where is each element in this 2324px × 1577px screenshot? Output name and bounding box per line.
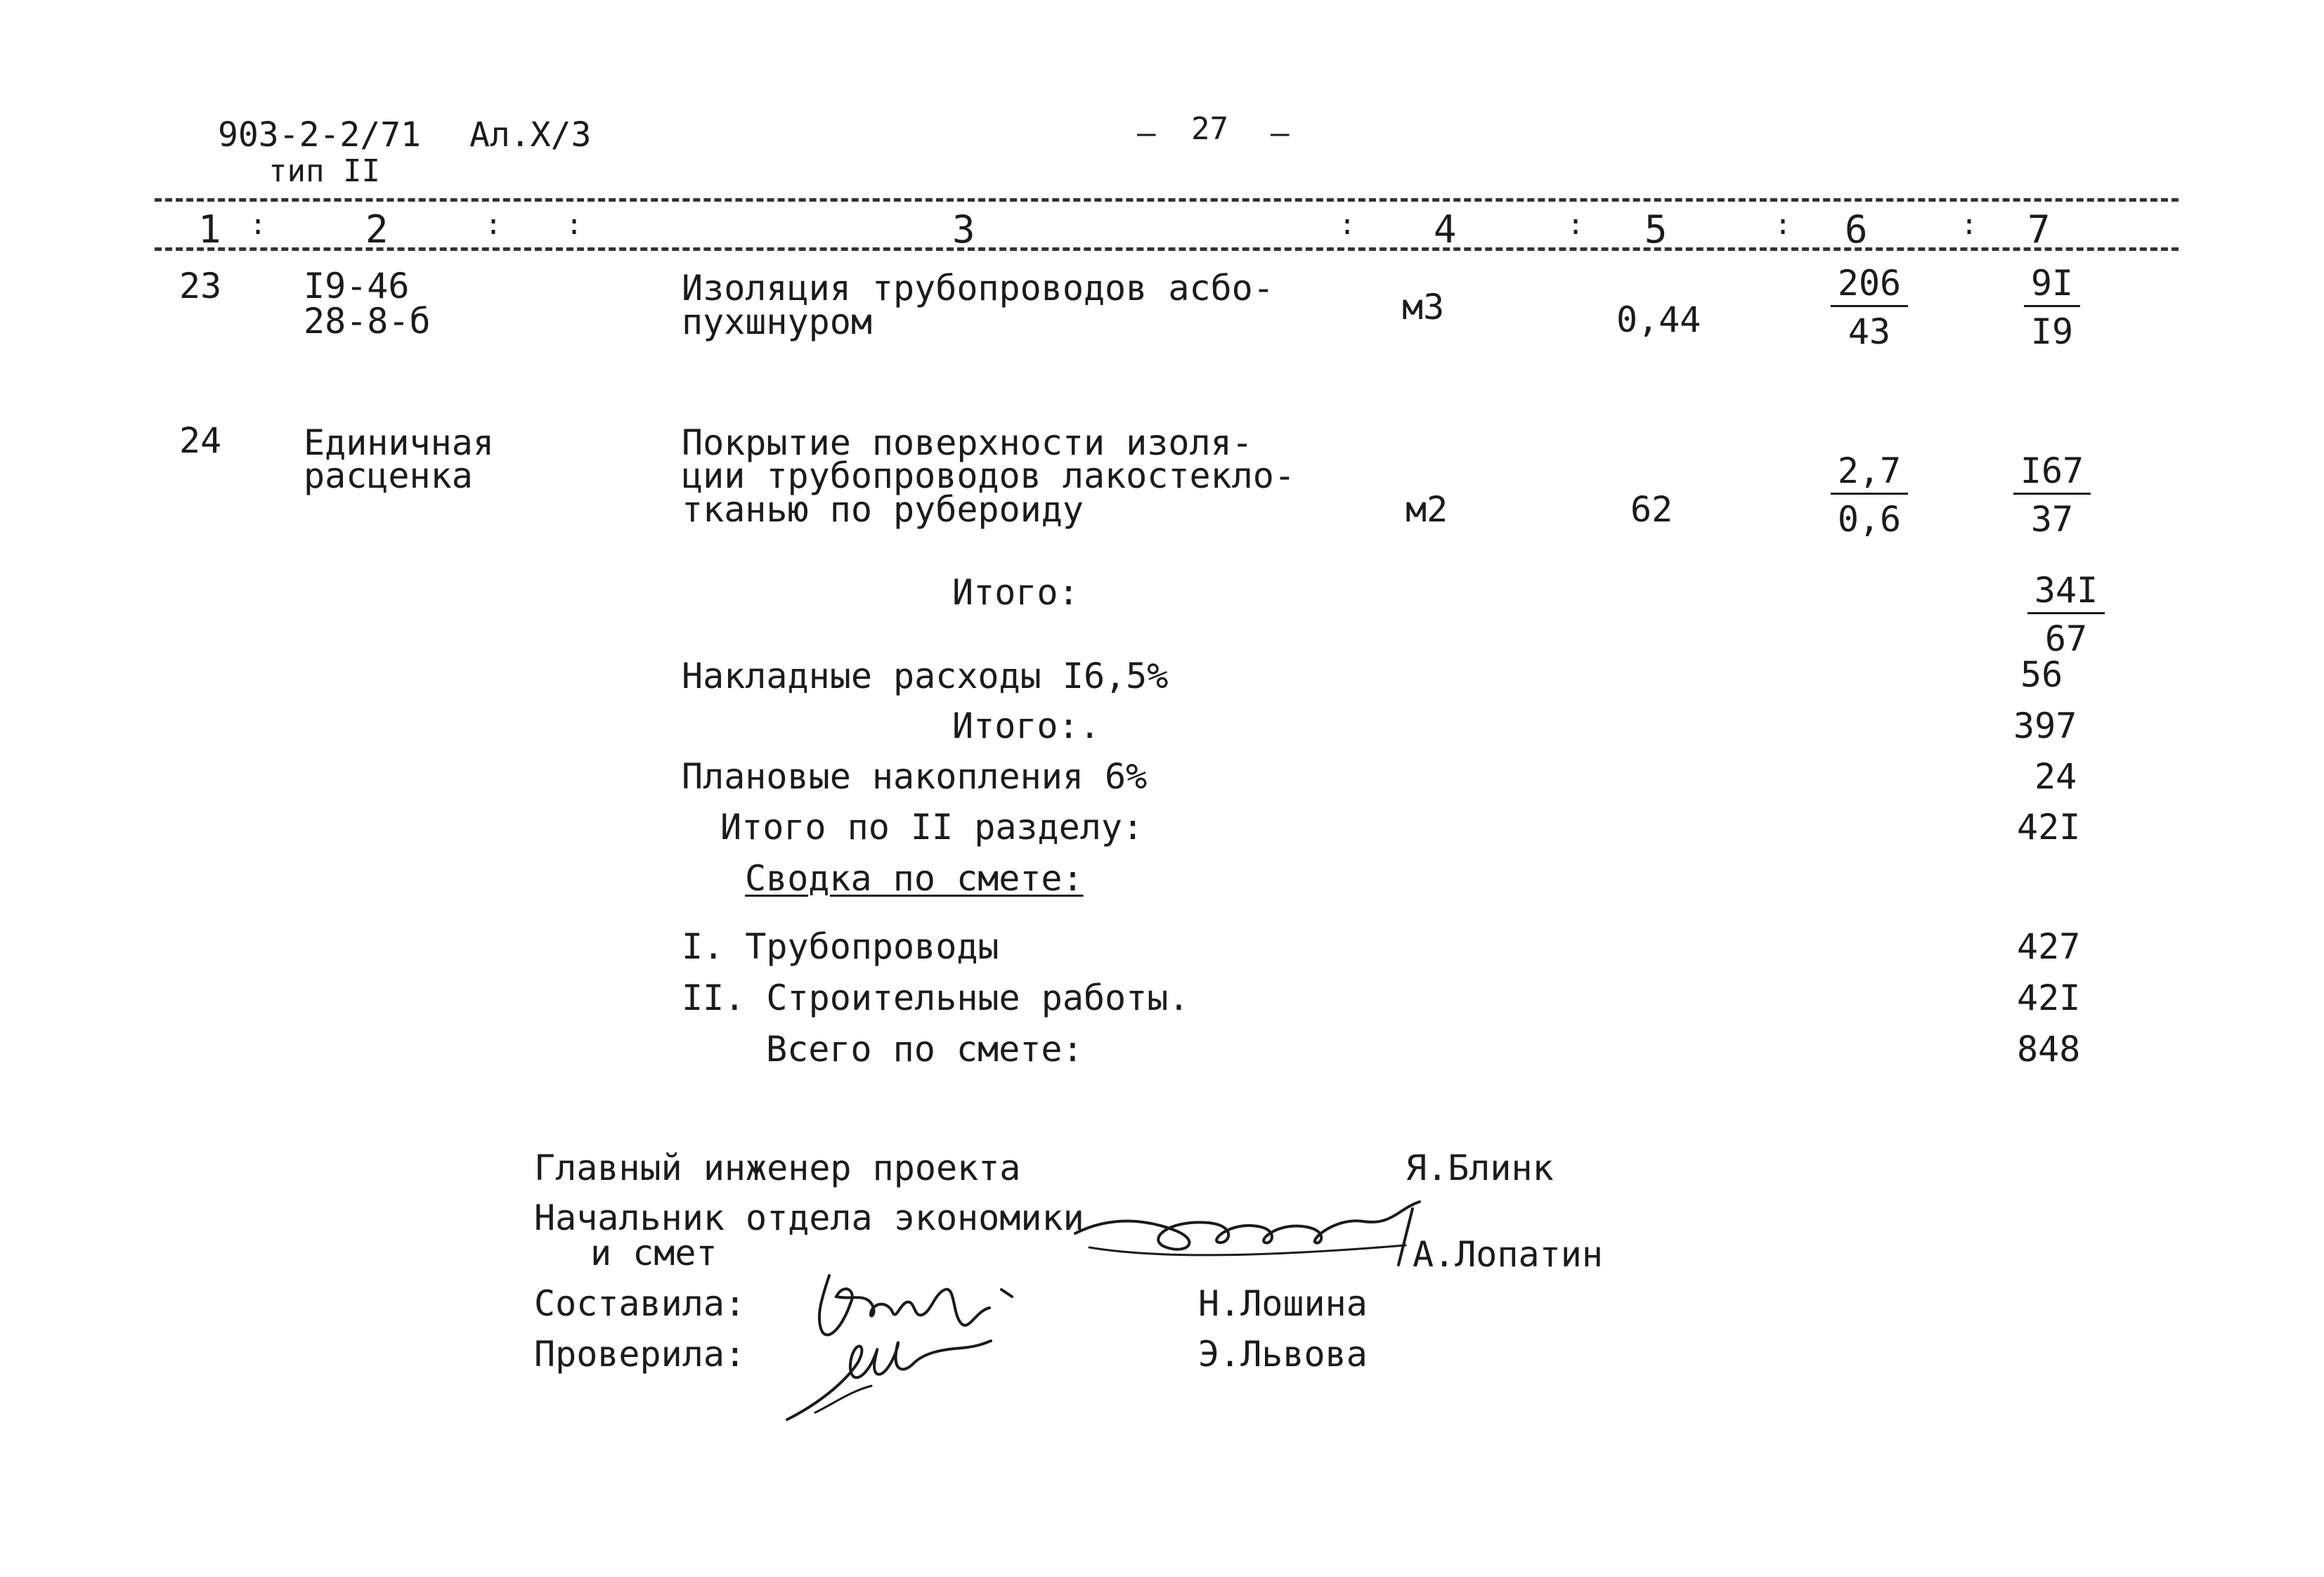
row-description-line-3: тканью по рубероиду (682, 489, 1084, 530)
album-code: Ал.X/3 (469, 115, 592, 155)
economics-head-title-line-2: и смет (590, 1233, 718, 1273)
column-separator: : (566, 209, 583, 241)
planned-savings-label: Плановые накопления 6% (682, 756, 1148, 797)
column-separator: : (1339, 209, 1356, 241)
summary-heading: Сводка по смете: (745, 858, 1084, 899)
column-separator: : (249, 209, 267, 241)
summary-item-construction-value: 42I (2017, 978, 2081, 1018)
grand-total-value: 848 (2017, 1029, 2081, 1070)
summary-item-construction-label: II. Строительные работы. (682, 978, 1190, 1018)
row-quantity: 0,44 (1616, 299, 1701, 340)
page-number-dash-left: – (1137, 115, 1156, 151)
economics-head-title-line-1: Начальник отдела экономики (534, 1198, 1084, 1238)
subtotal-2-label: Итого:. (952, 706, 1101, 746)
row-basis-line-1: I9-46 (304, 266, 410, 306)
row-unit: м2 (1406, 489, 1448, 530)
row-total-cost (2003, 450, 2101, 540)
type-label: тип II (268, 153, 380, 189)
subtotal-value (2010, 570, 2122, 659)
row-unit-cost-bottom: 43 (1848, 311, 1891, 352)
compiled-by-label: Составила: (534, 1283, 746, 1324)
page-number-dash-right: – (1271, 115, 1290, 151)
chief-engineer-name: Я.Блинк (1406, 1148, 1554, 1188)
column-number-5: 5 (1644, 207, 1668, 252)
row-basis-line-2: расценка (304, 455, 473, 496)
subtotal-2-value: 397 (2013, 706, 2077, 746)
row-unit: м3 (1402, 287, 1445, 327)
column-number-1: 1 (198, 207, 221, 252)
row-total-cost (2003, 263, 2101, 352)
header-rule-bottom (155, 247, 2179, 251)
column-number-4: 4 (1434, 207, 1457, 252)
section-total-label: Итого по II разделу: (720, 807, 1144, 848)
column-number-6: 6 (1845, 207, 1868, 252)
overhead-label: Накладные расходы I6,5% (682, 656, 1169, 696)
row-total-top: I67 (2013, 453, 2091, 495)
row-quantity: 62 (1630, 489, 1673, 530)
document-code: 903-2-2/71 (218, 115, 421, 155)
row-unit-cost-bottom: 0,6 (1837, 499, 1902, 540)
row-unit-cost (1799, 263, 1940, 352)
column-number-3: 3 (952, 207, 975, 252)
row-description-line-2: ции трубопроводов лакостекло- (682, 455, 1295, 496)
column-separator: : (1567, 209, 1585, 241)
grand-total-label: Всего по смете: (766, 1029, 1084, 1070)
subtotal-label: Итого: (952, 572, 1079, 613)
row-basis-line-2: 28-8-б (304, 301, 431, 342)
subtotal-top: 34I (2027, 573, 2105, 614)
overhead-value: 56 (2020, 654, 2063, 695)
section-total-value: 42I (2017, 807, 2081, 848)
row-unit-cost-top: 2,7 (1831, 453, 1908, 495)
row-total-bottom: I9 (2030, 311, 2074, 352)
column-separator: : (1961, 209, 1978, 241)
row-unit-cost-top: 206 (1831, 266, 1908, 307)
checked-by-label: Проверила: (534, 1334, 746, 1375)
subtotal-bottom: 67 (2044, 618, 2088, 659)
planned-savings-value: 24 (2034, 756, 2077, 797)
row-description-line-1: Покрытие поверхности изоля- (682, 422, 1253, 463)
row-number: 24 (179, 420, 222, 461)
column-separator: : (485, 209, 502, 241)
page-number: 27 (1191, 111, 1228, 147)
row-number: 23 (179, 266, 222, 306)
row-total-top: 9I (2024, 266, 2080, 307)
economics-head-name: А.Лопатин (1413, 1234, 1603, 1275)
column-number-2: 2 (365, 207, 389, 252)
summary-item-pipelines-label: I. Трубопроводы (682, 926, 999, 967)
row-description-line-2: пухшнуром (682, 301, 872, 342)
economics-head-signature (1068, 1181, 1434, 1279)
checked-by-name: Э.Львова (1198, 1334, 1368, 1375)
header-rule-top (155, 198, 2179, 202)
summary-item-pipelines-value: 427 (2017, 926, 2081, 967)
chief-engineer-title: Главный инженер проекта (534, 1148, 1021, 1188)
compiled-by-name: Н.Лошина (1198, 1283, 1368, 1324)
checked-by-signature (773, 1321, 998, 1434)
row-total-bottom: 37 (2030, 499, 2074, 540)
row-description-line-1: Изоляция трубопроводов асбо- (682, 268, 1274, 309)
row-basis-line-1: Единичная (304, 422, 494, 463)
column-separator: : (1774, 209, 1792, 241)
column-number-7: 7 (2027, 207, 2051, 252)
row-unit-cost (1799, 450, 1940, 540)
